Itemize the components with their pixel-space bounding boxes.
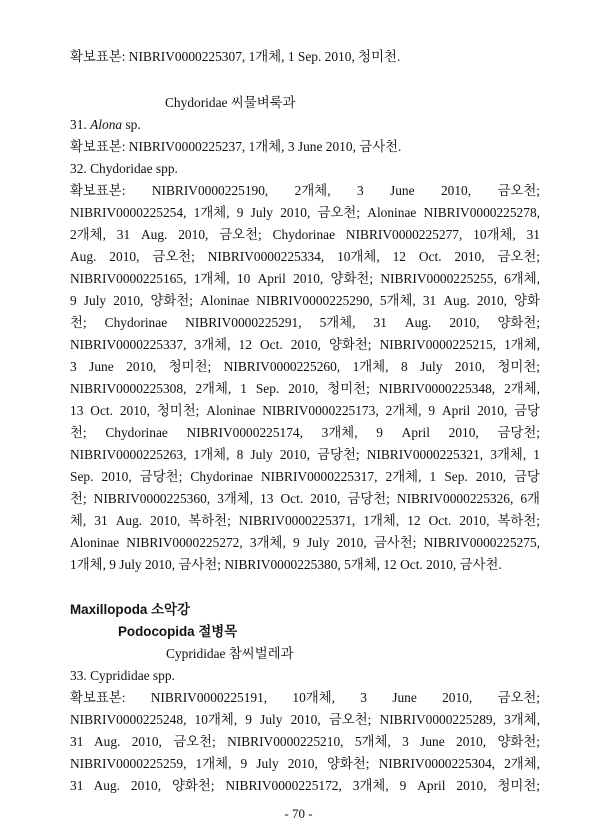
class-heading-maxillopoda: Maxillopoda 소악강 <box>70 602 190 617</box>
entry-32-line: 천; NIBRIV0000225360, 3개체, 13 Oct. 2010, 금당천; NIBRIV0000225326, 6개 <box>70 491 540 506</box>
entry-32-line: 3 June 2010, 청미천; NIBRIV0000225260, 1개체, 8 July 2010, 청미천; <box>70 359 540 374</box>
entry-31-title <box>70 114 540 136</box>
entry-33-title: 33. Cyprididae spp. <box>70 668 175 683</box>
entry-32-line: Aug. 2010, 금오천; NIBRIV0000225334, 10개체, 12 Oct. 2010, 금오천; <box>70 249 540 264</box>
entry-32-line: NIBRIV0000225263, 1개체, 8 July 2010, 금당천; NIBRIV0000225321, 3개체, 1 <box>70 447 540 462</box>
entry-31-specimen: 확보표본: NIBRIV0000225237, 1개체, 3 June 2010, 금사천. <box>70 139 402 154</box>
order-heading-podocopida: Podocopida 절병목 <box>118 624 238 639</box>
entry-33-line: NIBRIV0000225259, 1개체, 9 July 2010, 양화천; NIBRIV0000225304, 2개체, <box>70 756 540 771</box>
entry-33-line: NIBRIV0000225248, 10개체, 9 July 2010, 금오천; NIBRIV0000225289, 3개체, <box>70 712 540 727</box>
specimen-line-carryover: 확보표본: NIBRIV0000225307, 1개체, 1 Sep. 2010, 청미천. <box>70 49 401 64</box>
entry-32-line: 확보표본: NIBRIV0000225190, 2개체, 3 June 2010, 금오천; <box>70 183 540 198</box>
entry-32-line: NIBRIV0000225337, 3개체, 12 Oct. 2010, 양화천; NIBRIV0000225215, 1개체, <box>70 337 540 352</box>
entry-32-line: 체, 31 Aug. 2010, 복하천; NIBRIV0000225371, 1개체, 12 Oct. 2010, 복하천; <box>70 513 540 528</box>
entry-32-line: NIBRIV0000225308, 2개체, 1 Sep. 2010, 청미천; NIBRIV0000225348, 2개체, <box>70 381 540 396</box>
entry-32-line: 2개체, 31 Aug. 2010, 금오천; Chydorinae NIBRIV0000225277, 10개체, 31 <box>70 227 540 242</box>
entry-33-line: 확보표본: NIBRIV0000225191, 10개체, 3 June 2010, 금오천; <box>70 690 540 705</box>
entry-32-line: 천; Chydorinae NIBRIV0000225174, 3개체, 9 April 2010, 금당천; <box>70 425 540 440</box>
entry-33-line: 31 Aug. 2010, 양화천; NIBRIV0000225172, 3개체, 9 April 2010, 청미천; <box>70 778 540 793</box>
family-heading-chydoridae: Chydoridae 씨물벼룩과 <box>165 95 296 110</box>
entry-32-line: 천; Chydorinae NIBRIV0000225291, 5개체, 31 Aug. 2010, 양화천; <box>70 315 540 330</box>
entry-32-line: 1개체, 9 July 2010, 금사천; NIBRIV0000225380, 5개체, 12 Oct. 2010, 금사천. <box>70 557 502 572</box>
entry-31-rest: sp. <box>122 117 141 132</box>
page-number: - 70 - <box>284 806 313 821</box>
entry-32-line: 9 July 2010, 양화천; Aloninae NIBRIV0000225290, 5개체, 31 Aug. 2010, 양화 <box>70 293 540 308</box>
family-heading-cyprididae: Cyprididae 참씨벌레과 <box>166 646 294 661</box>
entry-31-genus: Alona <box>90 117 123 132</box>
entry-33-line: 31 Aug. 2010, 금오천; NIBRIV0000225210, 5개체, 3 June 2010, 양화천; <box>70 734 540 749</box>
entry-32-line: NIBRIV0000225254, 1개체, 9 July 2010, 금오천; Aloninae NIBRIV0000225278, <box>70 205 540 220</box>
entry-32-line: Sep. 2010, 금당천; Chydorinae NIBRIV0000225317, 2개체, 1 Sep. 2010, 금당 <box>70 469 540 484</box>
entry-32-line: Aloninae NIBRIV0000225272, 3개체, 9 July 2010, 금사천; NIBRIV0000225275, <box>70 535 540 550</box>
entry-32-line: 13 Oct. 2010, 청미천; Aloninae NIBRIV0000225173, 2개체, 9 April 2010, 금당 <box>70 403 540 418</box>
entry-32-title: 32. Chydoridae spp. <box>70 161 178 176</box>
entry-32-line: NIBRIV0000225165, 1개체, 10 April 2010, 양화천; NIBRIV0000225255, 6개체, <box>70 271 540 286</box>
entry-31-number: 31. <box>70 117 87 132</box>
